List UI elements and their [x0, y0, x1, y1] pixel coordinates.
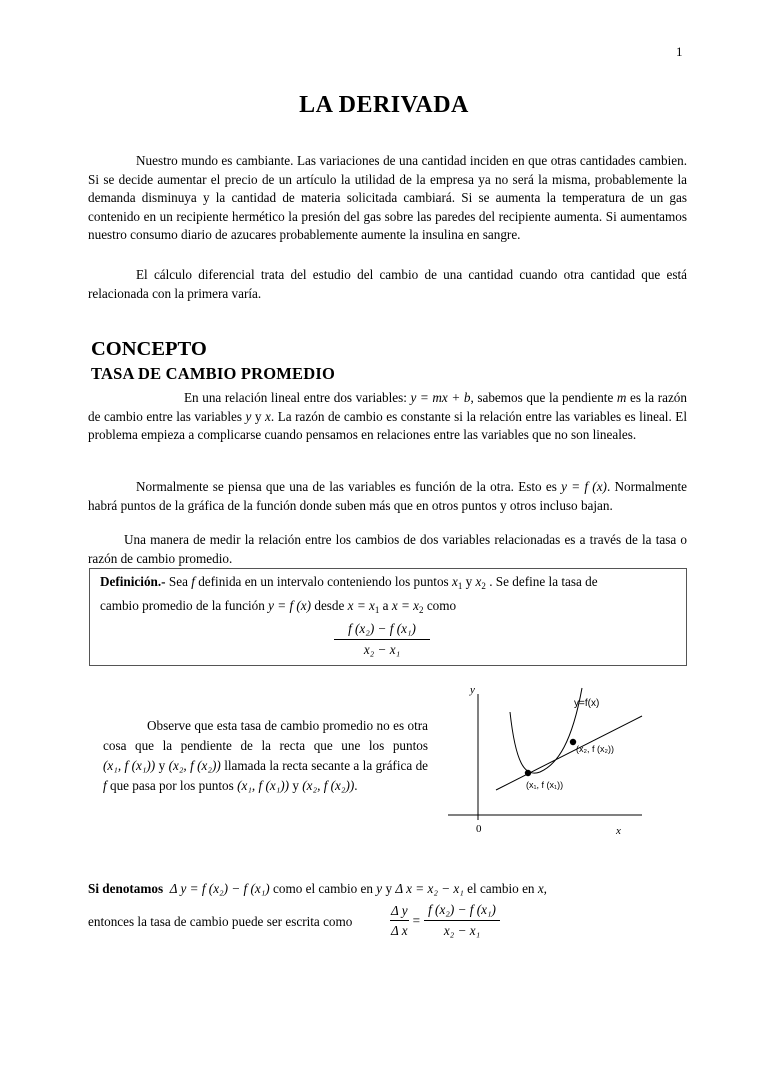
text-run: En una relación lineal entre dos variables:: [184, 390, 411, 405]
subscript: 2: [481, 581, 486, 591]
point-x1: x: [452, 574, 458, 589]
rate-sentence: entonces la tasa de cambio puede ser escrita como: [88, 914, 353, 929]
subscript: 2: [419, 605, 424, 615]
variable-x: x,: [537, 881, 547, 896]
text-run: que pasa por los puntos: [106, 778, 238, 793]
text-run: y: [462, 574, 476, 589]
function-equation: y = f (x): [268, 598, 312, 613]
x-axis-label: x: [616, 825, 621, 837]
measure-paragraph: Una manera de medir la relación entre los cambios de dos variables relacionadas es a través de la tasa o razón de cambio promedio.: [88, 532, 687, 566]
point-label: (x₁, f (x₁)): [237, 778, 290, 793]
secant-graph: [446, 682, 656, 842]
subscript: 1: [457, 581, 463, 591]
delta-y-equation: Δ y = f (x₂) − f (x₁): [169, 881, 270, 896]
text-run: y: [382, 881, 396, 896]
fraction-numerator: f (x₂) − f (x₁): [334, 621, 430, 640]
text-run: .: [354, 778, 358, 793]
variable-y: y: [245, 408, 252, 424]
observe-paragraph: [103, 716, 428, 796]
intro-paragraph-1: Nuestro mundo es cambiante. Las variaciones de una cantidad inciden en que otras cantidades cambien. Si se decide aumentar el precio de un artículo la utilidad de la empresa ya no será la misma, probablemente la demanda disminuya y la cantidad de materia solicitada cambiará. Si se aumenta la temperatura de un gas contenido en un recipiente hermético la presión del gas sobre las paredes del recipiente aumenta. Si aumentamos nuestro consumo diario de azucares probablemente aumente la insulina en sangre.: [88, 153, 687, 243]
rate-denominator: x₂ − x₁: [443, 923, 481, 938]
function-equation: y = f (x): [561, 479, 607, 494]
text-run: es la razón de cambio entre las variables: [88, 390, 687, 424]
text-run: como: [423, 598, 457, 613]
text-run: Sea: [165, 574, 192, 589]
point-1-label: (x₁, f (x₁)): [526, 780, 564, 790]
y-axis-label: y: [470, 684, 475, 696]
page-title: LA DERIVADA: [299, 92, 469, 118]
fraction-denominator: x₂ − x₁: [363, 642, 401, 657]
definition-fraction: [334, 621, 430, 658]
function-symbol: f: [103, 778, 107, 793]
text-run: Normalmente se piensa que una de las variables es función de la otra. Esto es: [136, 479, 562, 494]
definition-label: Definición.-: [100, 574, 166, 589]
intro-paragraph-2: El cálculo diferencial trata del estudio del cambio de una cantidad cuando otra cantidad que está relacionada con la primera varía.: [88, 267, 687, 301]
from-value: x = x: [347, 598, 375, 613]
variable-y: y: [376, 881, 383, 896]
section-subheading: TASA DE CAMBIO PROMEDIO: [91, 364, 336, 383]
origin-label: 0: [476, 823, 482, 835]
subscript: 1: [374, 605, 380, 615]
text-run: y: [289, 778, 303, 793]
secant-line: [496, 716, 642, 790]
text-run: desde: [311, 598, 348, 613]
variable-x: x: [265, 408, 271, 424]
point-label: (x₂, f (x₂)): [302, 778, 355, 793]
equals-sign: =: [412, 912, 421, 928]
text-run: cambio promedio de la función: [100, 598, 269, 613]
curve-label: y=f(x): [574, 698, 600, 709]
text-run: como el cambio en: [269, 881, 377, 896]
function-curve: [510, 688, 582, 773]
text-run: definida en un intervalo conteniendo los puntos: [194, 574, 452, 589]
text-run: Observe que esta tasa de cambio promedio no es otra cosa que la pendiente de la recta que une los puntos: [103, 718, 428, 753]
point-1: [525, 770, 531, 776]
function-paragraph: [88, 478, 687, 515]
definition-line-1: [100, 574, 598, 591]
point-label: (x₁, f (x₁)): [103, 758, 156, 773]
notation-line: [88, 881, 690, 897]
linear-relation-paragraph: [88, 389, 687, 445]
text-run: a: [379, 598, 392, 613]
to-value: x = x: [391, 598, 420, 613]
text-run: llamada la recta secante a la gráfica de: [220, 758, 429, 773]
text-run: y: [155, 758, 169, 773]
text-run: y: [251, 408, 266, 424]
page-number: 1: [676, 44, 683, 59]
linear-equation: y = mx + b: [410, 390, 471, 405]
point-2-label: (x₂, f (x₂)): [576, 744, 614, 754]
ratio-denominator: Δ x: [391, 922, 408, 938]
text-run: el cambio en: [463, 881, 538, 896]
text-run: . Se define la tasa de: [485, 574, 598, 589]
text-run: . La razón de cambio es constante si la relación entre las variables es lineal. El problema empieza a complicarse cuando pensamos en relaciones entre las variables que no son lineales.: [88, 408, 688, 443]
point-label: (x₂, f (x₂)): [168, 758, 221, 773]
slope-symbol: m: [616, 390, 627, 405]
function-symbol: f: [191, 574, 195, 589]
definition-line-2: [100, 598, 456, 615]
delta-x-equation: Δ x = x₂ − x₁: [395, 881, 464, 896]
text-run: . Normalmente habrá puntos de la gráfica de la función donde suben más que en otros puntos y otros incluso bajan.: [88, 479, 687, 513]
notation-lead: Si denotamos: [88, 881, 164, 896]
section-heading: CONCEPTO: [91, 338, 207, 360]
rate-numerator: f (x₂) − f (x₁): [424, 902, 500, 921]
ratio-numerator: Δ y: [390, 903, 409, 921]
rate-formula: [388, 902, 502, 939]
point-x2: x: [475, 574, 482, 589]
text-run: , sabemos que la pendiente: [470, 390, 617, 405]
